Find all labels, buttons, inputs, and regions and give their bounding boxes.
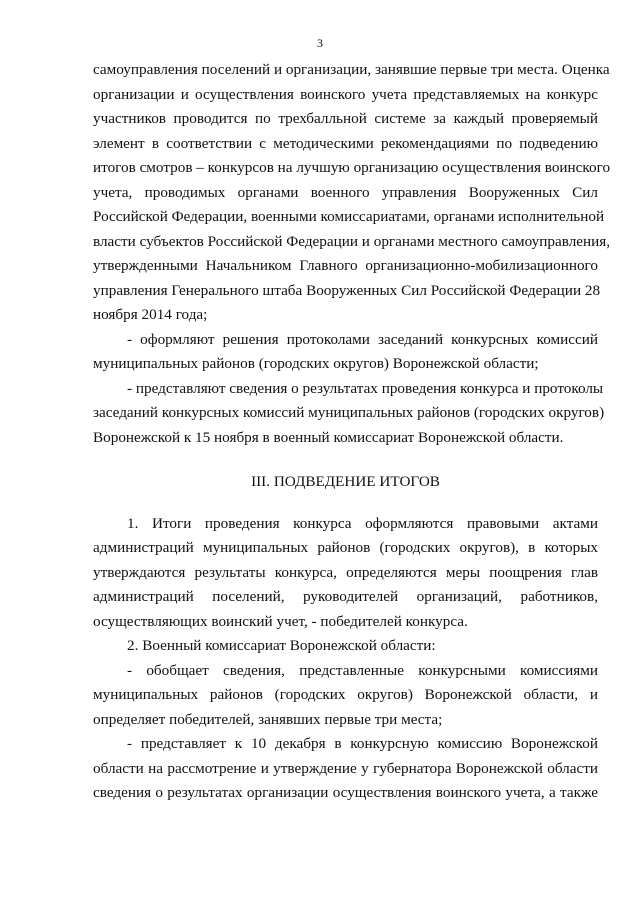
text-line: ноября 2014 года; <box>93 306 208 323</box>
text-line: Воронежской к 15 ноября в военный комиссариат Воронежской области. <box>93 428 564 446</box>
paragraph-bullet-submit <box>93 377 605 451</box>
document-body <box>93 58 611 806</box>
text-line: 2. Военный комиссариат Воронежской области: <box>127 637 436 654</box>
text-line: администраций муниципальных районов (городских округов), в которых <box>93 539 598 556</box>
text-line: 1. Итоги проведения конкурса оформляются правовыми актами <box>127 514 598 532</box>
text-line: утвержденными Начальником Главного организационно-мобилизационного <box>93 257 598 274</box>
text-line: - представляет к 10 декабря в конкурсную комиссию Воронежской <box>127 735 598 752</box>
text-line: администраций поселений, руководителей организаций, работников, <box>93 588 598 605</box>
text-line: заседаний конкурсных комиссий муниципальных районов (городских округов) <box>93 404 605 421</box>
text-line: осуществляющих воинский учет, - победителей конкурса. <box>93 612 468 630</box>
text-line: Российской Федерации, военными комиссариатами, органами исполнительной <box>93 208 605 225</box>
text-line: - представляют сведения о результатах проведения конкурса и протоколы <box>127 379 604 397</box>
text-line: учета, проводимых органами военного управления Вооруженных Сил <box>93 183 598 201</box>
paragraph-bullet-protocols <box>93 328 598 377</box>
paragraph-bullet-december <box>93 732 598 806</box>
text-line: итогов смотров – конкурсов на лучшую организацию осуществления воинского <box>93 159 611 176</box>
text-line: самоуправления поселений и организации, занявшие первые три места. Оценка <box>93 61 610 78</box>
paragraph-evaluation <box>93 58 611 328</box>
text-line: определяет победителей, занявших первые три места; <box>93 710 443 728</box>
text-line: - обобщает сведения, представленные конкурсными комиссиями <box>127 661 598 679</box>
paragraph-item-2 <box>93 634 598 659</box>
text-line: элемент в соответствии с методическими рекомендациями по подведению <box>93 134 598 152</box>
text-line: муниципальных районов (городских округов) Воронежской области, и <box>93 686 598 703</box>
text-line: участников проводится по трехбалльной системе за каждый проверяемый <box>93 110 598 127</box>
text-line: управления Генерального штаба Вооруженных Сил Российской Федерации 28 <box>93 281 601 299</box>
text-line: сведения о результатах организации осуществления воинского учета, а также <box>93 784 598 801</box>
paragraph-item-1 <box>93 512 598 635</box>
section-heading: III. ПОДВЕДЕНИЕ ИТОГОВ <box>251 473 440 490</box>
page-number: 3 <box>317 36 323 50</box>
text-line: власти субъектов Российской Федерации и органами местного самоуправления, <box>93 232 611 250</box>
text-line: муниципальных районов (городских округов) Воронежской области; <box>93 355 539 372</box>
text-line: - оформляют решения протоколами заседаний конкурсных комиссий <box>127 330 598 348</box>
text-line: области на рассмотрение и утверждение у губернатора Воронежской области <box>93 759 598 777</box>
text-line: утверждаются результаты конкурса, определяются меры поощрения глав <box>93 563 598 581</box>
paragraph-bullet-summarize <box>93 659 598 733</box>
text-line: организации и осуществления воинского учета представляемых на конкурс <box>93 85 598 103</box>
